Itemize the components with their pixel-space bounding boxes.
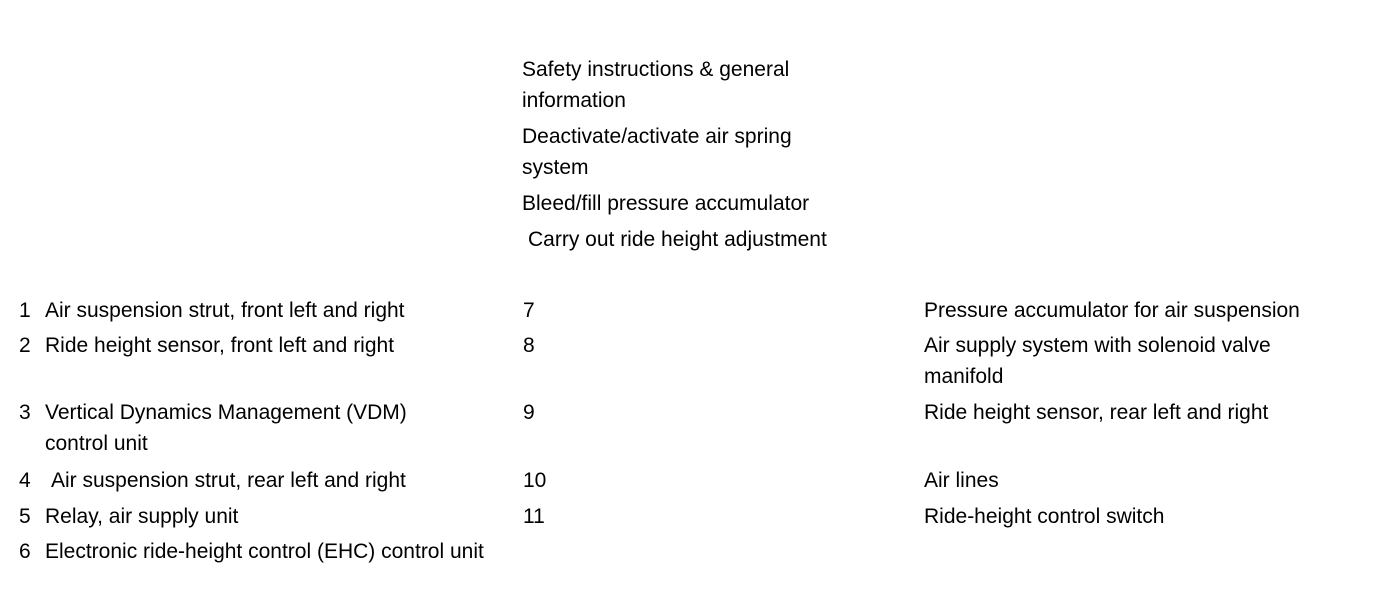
legend-number: 7: [523, 299, 535, 322]
legend-number: 11: [523, 505, 545, 528]
legend-number: 10: [523, 469, 547, 492]
legend-number: 4: [19, 469, 31, 492]
legend-number: 3: [19, 401, 31, 424]
legend-label: Pressure accumulator for air suspension: [924, 299, 1300, 322]
link-bleed-fill-accumulator[interactable]: Bleed/fill pressure accumulator: [522, 192, 810, 215]
legend-number: 6: [19, 540, 31, 563]
legend-number: 8: [523, 334, 535, 357]
legend-label: Air suspension strut, front left and right: [45, 299, 405, 322]
related-links: [522, 54, 862, 260]
legend-label: Air supply system with solenoid valve manifold: [924, 334, 1271, 388]
legend-label: Ride height sensor, front left and right: [45, 334, 395, 357]
legend-label: Air suspension strut, rear left and right: [51, 469, 406, 492]
link-deactivate-air-spring[interactable]: Deactivate/activate air spring system: [522, 125, 792, 179]
legend-number: 2: [19, 334, 31, 357]
legend-label: Vertical Dynamics Management (VDM) control unit: [45, 401, 407, 455]
link-safety-instructions[interactable]: Safety instructions & general information: [522, 58, 790, 112]
legend-number: 5: [19, 505, 31, 528]
legend-label: Relay, air supply unit: [45, 505, 239, 528]
legend-label: Electronic ride-height control (EHC) control unit: [45, 540, 484, 563]
legend-label: Ride height sensor, rear left and right: [924, 401, 1269, 424]
link-ride-height-adjustment[interactable]: Carry out ride height adjustment: [528, 228, 827, 251]
legend-number: 9: [523, 401, 535, 424]
legend-label: Air lines: [924, 469, 999, 492]
legend-label: Ride-height control switch: [924, 505, 1165, 528]
legend-number: 1: [19, 299, 31, 322]
